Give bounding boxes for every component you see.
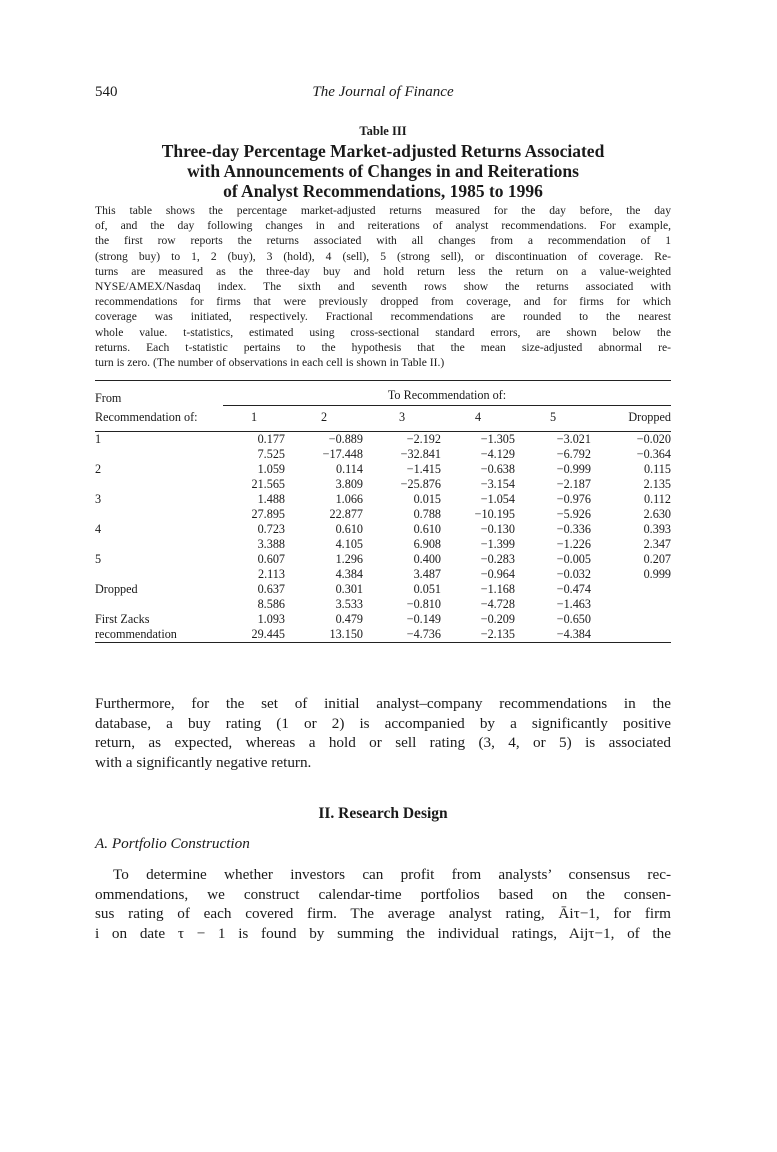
tstat-cell: −1.463 [556,597,591,612]
return-cell: 1.488 [257,492,285,507]
return-cell: −0.130 [480,522,515,537]
return-cell: 0.610 [413,522,441,537]
tstat-cell [591,627,671,643]
column-header: 4 [441,406,515,432]
table-row [95,582,671,597]
tstat-cell: 3.533 [335,597,363,612]
return-cell: −0.020 [636,432,671,447]
tstat-cell: −4.384 [556,627,591,642]
caption-line: This table shows the percentage market-adjusted returns measured for the day before, the day [95,204,671,217]
table-row [95,537,671,552]
return-cell: 1.059 [257,462,285,477]
tstat-cell: −6.792 [556,447,591,462]
page-number: 540 [95,84,118,100]
tstat-cell: 7.525 [257,447,285,462]
tstat-cell: 2.347 [643,537,671,552]
tstat-cell: −32.841 [400,447,441,462]
table-title-line: with Announcements of Changes in and Reiterations [187,161,579,181]
tstat-cell: 0.788 [413,507,441,522]
paragraph-line: return, as expected, whereas a hold or sell rating (3, 4, or 5) is associated [95,734,671,752]
tstat-cell: −17.448 [322,447,363,462]
caption-line: the first row reports the returns associated with all changes from a recommendation of 1 [95,234,671,248]
return-cell: −0.976 [556,492,591,507]
tstat-cell: −1.399 [480,537,515,552]
return-cell: −0.005 [556,552,591,567]
row-label: recommendation [95,627,177,642]
from-header: From [95,390,122,405]
tstat-cell: 3.487 [413,567,441,582]
column-header: Dropped [591,406,671,432]
tstat-cell: 29.445 [251,627,285,642]
return-cell: −0.650 [556,612,591,627]
tstat-cell: 2.630 [643,507,671,522]
return-cell: 0.610 [335,522,363,537]
tstat-cell: −2.135 [480,627,515,642]
table-caption [95,203,671,370]
return-cell: 0.637 [257,582,285,597]
running-head [95,84,671,104]
caption-line: turn is zero. (The number of observations in each cell is shown in Table II.) [95,356,445,370]
tstat-cell: 0.999 [643,567,671,582]
table-row [95,462,671,477]
return-cell: −1.305 [480,432,515,447]
tstat-cell: −10.195 [474,507,515,522]
return-cell: 0.723 [257,522,285,537]
paragraph-line: To determine whether investors can profit from analysts’ consensus rec- [113,866,671,884]
journal-name: The Journal of Finance [312,84,454,100]
row-label: 3 [95,492,102,507]
return-cell: 0.114 [336,462,363,477]
table-row [95,492,671,507]
caption-line: returns. Each t-statistic pertains to the hypothesis that the mean size-adjusted abnormal re- [95,340,671,354]
column-header: 1 [223,406,285,432]
table-label: Table III [359,124,407,138]
return-cell: −0.474 [556,582,591,597]
row-label: 2 [95,462,102,477]
tstat-cell: −2.187 [556,477,591,492]
tstat-cell: 6.908 [413,537,441,552]
tstat-cell: 2.113 [258,567,285,582]
return-cell: 0.112 [644,492,671,507]
row-label [95,447,223,462]
return-cell: −0.209 [480,612,515,627]
return-cell [591,582,671,597]
tstat-cell: 3.809 [335,477,363,492]
return-cell: 0.393 [643,522,671,537]
row-label: 4 [95,522,102,537]
return-cell: 1.093 [257,612,285,627]
tstat-cell: 22.877 [329,507,363,522]
tstat-cell: −0.810 [406,597,441,612]
to-header: To Recommendation of: [223,381,671,406]
return-cell: 1.296 [335,552,363,567]
paragraph-line: ommendations, we construct calendar-time portfolios based on the consen- [95,885,671,903]
caption-line: turns are measured as the three-day buy and hold return less the return on a value-weighted [95,264,671,278]
table-row [95,507,671,522]
table-body [95,432,671,643]
return-cell: 0.301 [335,582,363,597]
row-label [95,537,223,552]
tstat-cell: −4.736 [406,627,441,642]
column-header: 3 [363,406,441,432]
table-row [95,447,671,462]
table-title [95,141,671,201]
tstat-cell: 27.895 [251,507,285,522]
row-label: First Zacks [95,612,150,627]
paragraph [95,694,671,772]
table-title-line: of Analyst Recommendations, 1985 to 1996 [223,181,543,201]
return-cell: −0.638 [480,462,515,477]
row-label: Dropped [95,582,138,597]
tstat-cell: −0.032 [556,567,591,582]
tstat-cell: −5.926 [556,507,591,522]
tstat-cell: 2.135 [643,477,671,492]
return-cell: 0.207 [643,552,671,567]
return-cell: 0.400 [413,552,441,567]
from-header-line2: Recommendation of: [95,406,223,432]
table-title-line: Three-day Percentage Market-adjusted Returns Associated [161,141,605,161]
return-cell: 0.177 [257,432,285,447]
return-cell: 0.015 [413,492,441,507]
return-cell: 0.051 [413,582,441,597]
return-cell: −1.415 [406,462,441,477]
return-cell: −2.192 [406,432,441,447]
column-header: 5 [515,406,591,432]
caption-line: coverage was initiated, respectively. Fractional recommendations are rounded to the nearest [95,310,671,324]
paragraph-line: i on date τ − 1 is found by summing the individual ratings, Aijτ−1, of the [95,924,671,942]
table-row [95,477,671,492]
tstat-cell: −3.154 [480,477,515,492]
table-row [95,597,671,612]
caption-line: NYSE/AMEX/Nasdaq index. The sixth and seventh rows show the returns associated with [95,280,671,294]
return-cell [591,612,671,627]
journal-page [95,84,671,943]
paragraph-line: database, a buy rating (1 or 2) is accompanied by a significantly positive [95,714,671,732]
row-label [95,507,223,522]
return-cell: 0.607 [257,552,285,567]
return-cell: 1.066 [335,492,363,507]
tstat-cell: 4.105 [335,537,363,552]
paragraph-line: sus rating of each covered firm. The average analyst rating, Āiτ−1, for firm [95,905,671,923]
caption-line: (strong buy) to 1, 2 (buy), 3 (hold), 4 (sell), 5 (strong sell), or discontinuation of coverage. Re- [95,249,671,263]
tstat-cell: −1.226 [556,537,591,552]
return-cell: 0.115 [644,462,671,477]
tstat-cell: 13.150 [329,627,363,642]
tstat-cell: 3.388 [257,537,285,552]
row-label: 1 [95,432,102,447]
tstat-cell: 8.586 [257,597,285,612]
return-cell: −1.054 [480,492,515,507]
row-label [95,477,223,492]
return-cell: −0.283 [480,552,515,567]
tstat-cell [591,597,671,612]
return-cell: −1.168 [480,582,515,597]
caption-line: whole value. t-statistics, estimated using cross-sectional standard errors, are shown below the [95,325,671,339]
row-label [95,597,223,612]
caption-line: of, and the day following changes in and reiterations of analyst recommendations. For example, [95,219,671,233]
tstat-cell: −4.129 [480,447,515,462]
tstat-cell: −4.728 [480,597,515,612]
paragraph [95,865,671,943]
table-row [95,612,671,627]
tstat-cell: −0.964 [480,567,515,582]
paragraph-line: with a significantly negative return. [95,753,312,771]
return-cell: −0.999 [556,462,591,477]
tstat-cell: 21.565 [251,477,285,492]
table-row [95,522,671,537]
column-header: 2 [285,406,363,432]
subsection-heading: A. Portfolio Construction [95,835,250,853]
return-cell: 0.479 [335,612,363,627]
table-row [95,432,671,448]
paragraph-line: Furthermore, for the set of initial analyst–company recommendations in the [95,695,671,713]
returns-table [95,380,671,643]
tstat-cell: 4.384 [335,567,363,582]
tstat-cell: −0.364 [636,447,671,462]
return-cell: −0.336 [556,522,591,537]
caption-line: recommendations for firms that were previously dropped from coverage, and for firms for which [95,295,671,309]
table-row [95,567,671,582]
tstat-cell: −25.876 [400,477,441,492]
section-heading: II. Research Design [318,805,448,823]
table-row [95,552,671,567]
return-cell: −0.149 [406,612,441,627]
return-cell: −0.889 [328,432,363,447]
return-cell: −3.021 [556,432,591,447]
table-row [95,627,671,643]
row-label: 5 [95,552,102,567]
row-label [95,567,223,582]
